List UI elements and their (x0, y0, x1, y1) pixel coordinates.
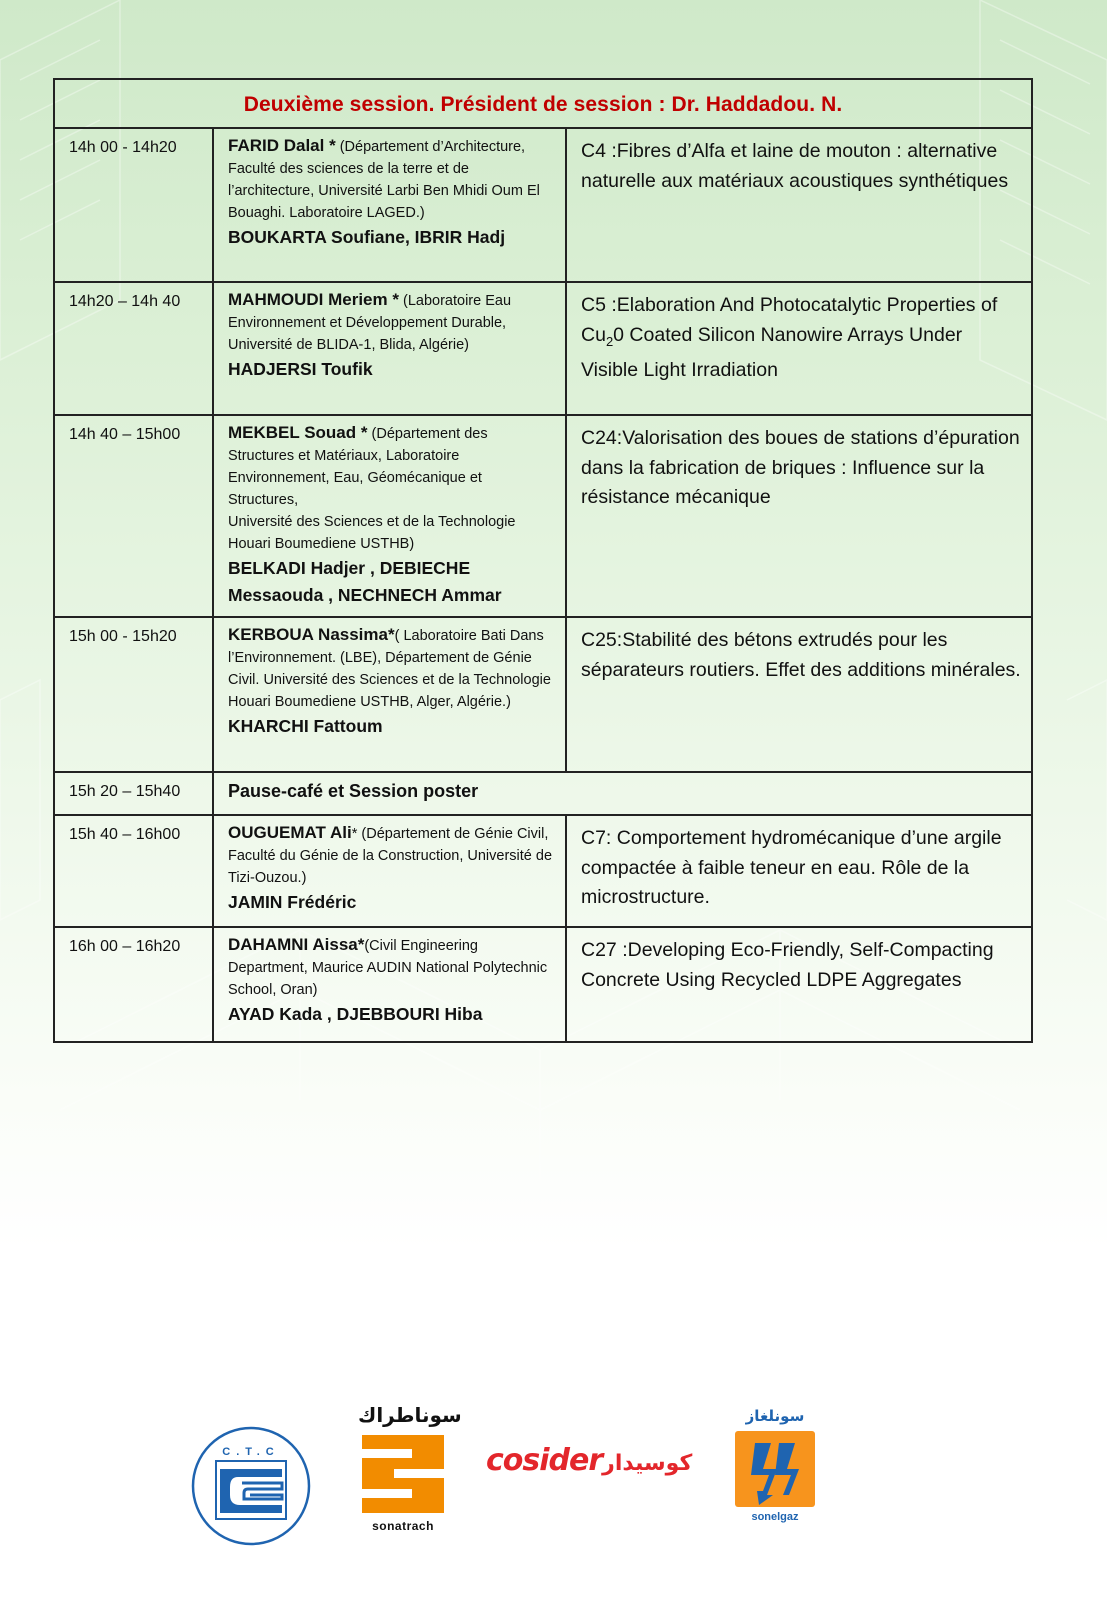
time-slot: 14h 00 - 14h20 (54, 128, 213, 282)
topic-subscript: 2 (605, 333, 614, 349)
speaker-name: MAHMOUDI Meriem * (228, 290, 399, 309)
coauthors: JAMIN Frédéric (228, 892, 357, 912)
speaker-name: KERBOUA Nassima* (228, 625, 395, 644)
coauthors: HADJERSI Toufik (228, 359, 373, 379)
cosider-logo (486, 1443, 693, 1479)
time-slot: 15h 00 - 15h20 (54, 617, 213, 772)
session-title: Deuxième session. Président de session : Dr. Haddadou. N. (54, 79, 1032, 128)
speaker-affiliation: (Département des Structures et Matériaux, Laboratoire Environnement, Eau, Géomécanique et Structures, (228, 426, 488, 508)
sonatrach-label: sonatrach (372, 1519, 434, 1533)
table-row (54, 415, 1032, 617)
speaker-affiliation: (Civil Engineering Department, Maurice AUDIN National Polytechnic School, Oran) (228, 938, 548, 998)
ctc-logo (190, 1425, 312, 1547)
sonatrach-arabic: سوناطراك (358, 1403, 462, 1427)
sonatrach-logo (358, 1403, 462, 1533)
time-slot: 14h20 – 14h 40 (54, 282, 213, 415)
speaker-affiliation-cont: Université des Sciences et de la Technologie Houari Boumediene USTHB) (228, 514, 516, 552)
speaker-name: OUGUEMAT Ali (228, 823, 352, 842)
speaker-cell (213, 128, 566, 282)
table-row (54, 927, 1032, 1042)
talk-topic: C4 :Fibres d’Alfa et laine de mouton : alternative naturelle aux matériaux acoustiques synthétiques (566, 128, 1032, 282)
speaker-name: DAHAMNI Aissa* (228, 935, 365, 954)
speaker-name: FARID Dalal * (228, 136, 336, 155)
topic-part: C5 :Elaboration And Photocatalytic Properties of Cu (581, 294, 998, 346)
speaker-affiliation: (Département d’Architecture, Faculté des sciences de la terre et de l’architecture, Université Larbi Ben Mhidi Oum El Bouaghi. Laboratoire LAGED.) (228, 139, 540, 221)
talk-topic: C24:Valorisation des boues de stations d’épuration dans la fabrication de briques : Influence sur la résistance mécanique (566, 415, 1032, 617)
time-slot: 15h 20 – 15h40 (54, 772, 213, 815)
schedule-table (53, 78, 1033, 1043)
sonatrach-mark (358, 1433, 448, 1515)
coauthors: KHARCHI Fattoum (228, 716, 383, 736)
speaker-cell (213, 415, 566, 617)
pause-label: Pause-café et Session poster (213, 772, 1032, 815)
sponsor-logos (0, 1395, 1107, 1555)
speaker-cell (213, 617, 566, 772)
talk-topic: C27 :Developing Eco-Friendly, Self-Compacting Concrete Using Recycled LDPE Aggregates (566, 927, 1032, 1042)
coauthors: BOUKARTA Soufiane, IBRIR Hadj (228, 227, 506, 247)
sonelgaz-label: sonelgaz (751, 1511, 799, 1523)
coauthors: AYAD Kada , DJEBBOURI Hiba (228, 1004, 483, 1024)
speaker-cell (213, 927, 566, 1042)
talk-topic (566, 282, 1032, 415)
speaker-cell (213, 282, 566, 415)
table-row (54, 815, 1032, 927)
table-row (54, 617, 1032, 772)
speaker-name: MEKBEL Souad * (228, 423, 368, 442)
speaker-cell (213, 815, 566, 927)
session-header-row (54, 79, 1032, 128)
speaker-affiliation: * (Département de Génie Civil, Faculté du Génie de la Construction, Université de Tizi-Ouzou.) (228, 826, 553, 886)
speaker-affiliation: (Laboratoire Eau Environnement et Développement Durable, Université de BLIDA-1, Blida, Algérie) (228, 293, 512, 353)
coauthors: BELKADI Hadjer , DEBIECHE Messaouda , NECHNECH Ammar (228, 558, 502, 605)
topic-part: 0 Coated Silicon Nanowire Arrays Under Visible Light Irradiation (581, 323, 963, 381)
sonelgaz-mark (733, 1429, 817, 1509)
talk-topic: C7: Comportement hydromécanique d’une argile compactée à faible teneur en eau. Rôle de la microstructure. (566, 815, 1032, 927)
cosider-arabic: كوسيدار (602, 1451, 693, 1476)
ctc-label: C.T.C (222, 1446, 280, 1458)
table-row (54, 128, 1032, 282)
cosider-latin: cosider (486, 1443, 603, 1478)
sonelgaz-arabic: سونلغاز (745, 1407, 805, 1425)
time-slot: 15h 40 – 16h00 (54, 815, 213, 927)
time-slot: 14h 40 – 15h00 (54, 415, 213, 617)
talk-topic: C25:Stabilité des bétons extrudés pour les séparateurs routiers. Effet des additions minérales. (566, 617, 1032, 772)
table-row (54, 772, 1032, 815)
speaker-affiliation: ( Laboratoire Bati Dans l’Environnement. (LBE), Département de Génie Civil. Université des Sciences et de la Technologie Houari Boumediene USTHB, Alger, Algérie.) (228, 628, 551, 710)
sonelgaz-logo (733, 1407, 817, 1523)
time-slot: 16h 00 – 16h20 (54, 927, 213, 1042)
table-row (54, 282, 1032, 415)
